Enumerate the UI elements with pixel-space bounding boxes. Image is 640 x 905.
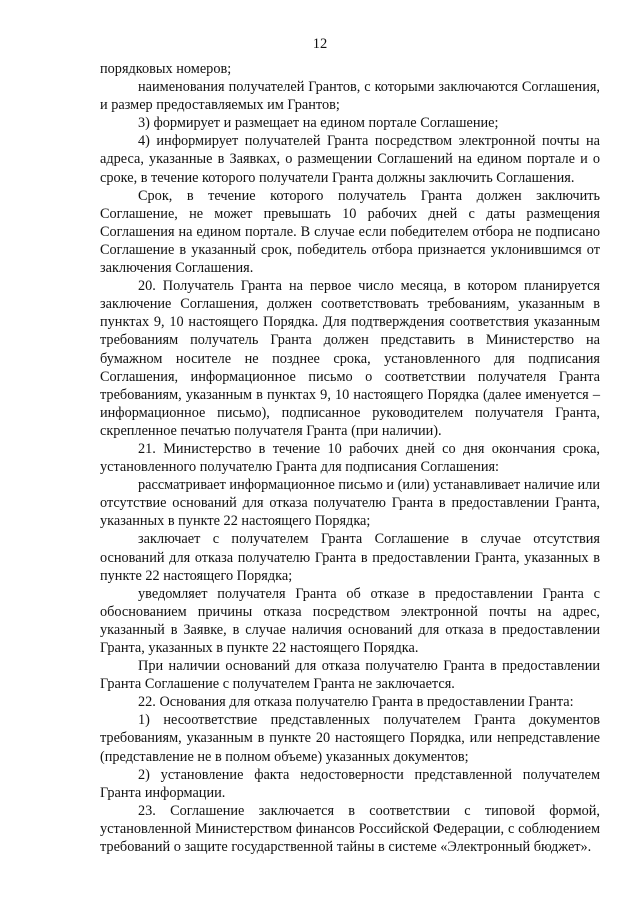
paragraph: порядковых номеров; xyxy=(100,61,232,77)
paragraph: 2) установление факта недостоверности представленной получателем Гранта информации. xyxy=(100,766,600,801)
paragraph: При наличии оснований для отказа получателю Гранта в предоставлении Гранта Соглашение с получателем Гранта не заключается. xyxy=(100,658,600,693)
paragraph: 21. Министерство в течение 10 рабочих дней со дня окончания срока, установленного получателю Гранта для подписания Соглашения: xyxy=(100,440,600,476)
paragraph: 1) несоответствие представленных получателем Гранта документов требованиям, указанным в пункте 20 настоящего Порядка, или непредставление (представление не в полном объеме) указанных документов; xyxy=(100,712,600,765)
document-body xyxy=(100,60,600,856)
page-number: 12 xyxy=(312,36,328,52)
paragraph: 22. Основания для отказа получателю Гранта в предоставлении Гранта: xyxy=(138,694,574,711)
paragraph: уведомляет получателя Гранта об отказе в предоставлении Гранта с обоснованием причины отказа посредством электронной почты на адрес, указанный в Заявке, в случае наличия оснований для отказа в предоставлении Гранта, указанных в пункте 22 настоящего Порядка. xyxy=(100,585,600,656)
paragraph: Срок, в течение которого получатель Гранта должен заключить Соглашение, не может превышать 10 рабочих дней с даты размещения Соглашения на едином портале. В случае если победителем отбора не подписано Соглашение в указанный срок, победитель отбора признается уклонившимся от заключения Соглашения. xyxy=(100,187,600,277)
paragraph: 23. Соглашение заключается в соответствии с типовой формой, установленной Министерством финансов Российской Федерации, с соблюдением требований о защите государственной тайны в системе «Электронный бюджет». xyxy=(100,802,600,856)
paragraph: 4) информирует получателей Гранта посредством электронной почты на адреса, указанные в Заявках, о размещении Соглашений на едином портале и о сроке, в течение которого получатели Гранта должны заключить Соглашения. xyxy=(100,133,600,186)
paragraph: рассматривает информационное письмо и (или) устанавливает наличие или отсутствие оснований для отказа получателю Гранта в предоставлении Гранта, указанных в пункте 22 настоящего Порядка; xyxy=(100,477,600,530)
paragraph: заключает с получателем Гранта Соглашение в случае отсутствия оснований для отказа получателю Гранта в предоставлении Гранта, указанных в пункте 22 настоящего Порядка; xyxy=(100,531,600,584)
paragraph: 3) формирует и размещает на едином портале Соглашение; xyxy=(138,115,499,132)
paragraph: наименования получателей Грантов, с которыми заключаются Соглашения, и размер предоставляемых им Грантов; xyxy=(100,79,600,114)
paragraph: 20. Получатель Гранта на первое число месяца, в котором планируется заключение Соглашения, должен соответствовать требованиям, указанным в пунктах 9, 10 настоящего Порядка. Для подтверждения соответствия указанным требованиям получатель Гранта должен представить в Министерство на бумажном носителе не позднее срока, установленного для подписания Соглашения, информационное письмо о соответствии получателя Гранта требованиям, указанным в пунктах 9, 10 настоящего Порядка (далее именуется – информационное письмо), подписанное руководителем получателя Гранта, скрепленное печатью получателя Гранта (при наличии). xyxy=(100,278,600,439)
